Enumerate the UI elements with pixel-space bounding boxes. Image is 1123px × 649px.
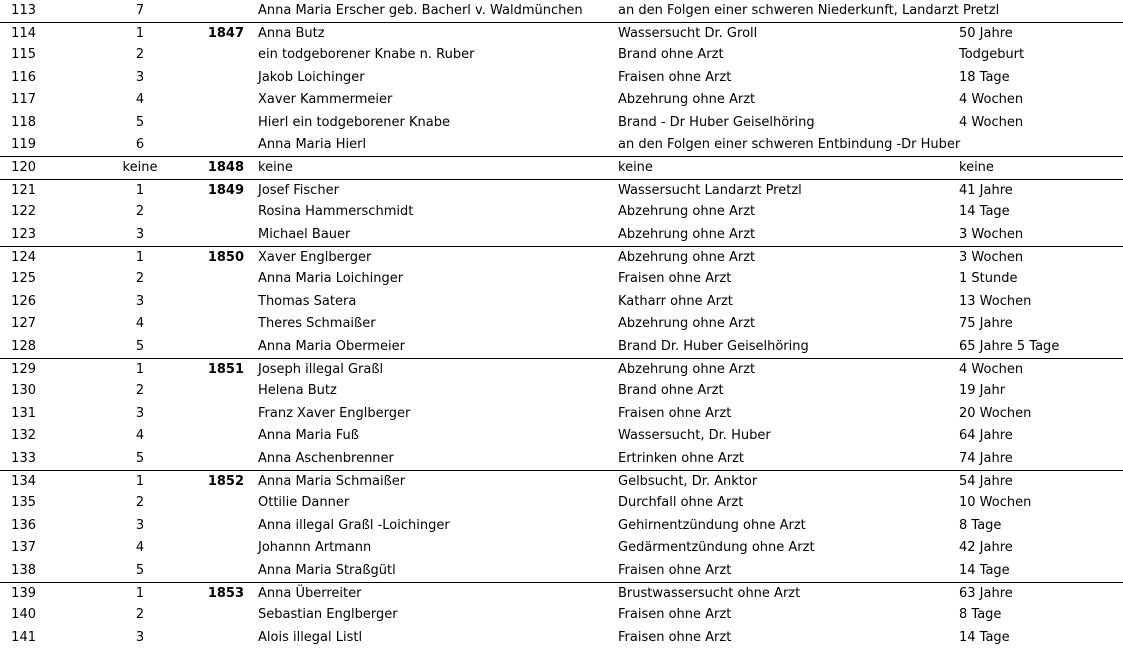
entry-number: 139 [11,586,36,601]
entry-number: 128 [11,338,36,354]
cause-of-death: Abzehrung ohne Arzt [618,92,756,108]
table-row [0,604,1123,626]
table-row [0,22,1123,45]
entry-number: 132 [11,428,36,444]
table-row [0,492,1123,514]
cause-of-death: Brand - Dr Huber Geiselhöring [618,114,815,130]
entry-number: 127 [11,316,36,332]
year-sequence: 5 [135,338,145,354]
year-sequence: 4 [135,316,145,332]
year-sequence: 1 [135,362,145,377]
table-row [0,582,1123,605]
entry-number: 123 [11,226,36,242]
entry-number: 130 [11,383,36,399]
table-row [0,179,1123,202]
cause-of-death: Abzehrung ohne Arzt [618,204,756,220]
age-at-death: 75 Jahre [959,316,1013,332]
deceased-name: Alois illegal Listl [258,629,363,645]
entry-number: 115 [11,47,36,63]
age-at-death: 14 Tage [959,562,1010,578]
deceased-name: Rosina Hammerschmidt [258,204,414,220]
deceased-name: Xaver Kammermeier [258,92,393,108]
age-at-death: 63 Jahre [959,586,1013,601]
cause-of-death: an den Folgen einer schweren Entbindung -Dr Huber [618,137,961,152]
table-row [0,89,1123,111]
age-at-death: 50 Jahre [959,26,1013,41]
entry-number: 114 [11,26,36,41]
table-row [0,627,1123,649]
year-sequence: 4 [135,92,145,108]
entry-number: 135 [11,495,36,511]
age-at-death: 4 Wochen [959,92,1024,108]
year-sequence: 1 [135,586,145,601]
age-at-death: 64 Jahre [959,428,1013,444]
table-row [0,268,1123,290]
cause-of-death: Ertrinken ohne Arzt [618,450,745,466]
deceased-name: Anna Maria Obermeier [258,338,405,354]
year-sequence: 3 [135,405,145,421]
age-at-death: 13 Wochen [959,293,1032,309]
deceased-name: Anna Maria Fuß [258,428,359,444]
year-sequence: 1 [135,182,145,198]
year-sequence: 2 [135,607,145,623]
table-row [0,515,1123,537]
deceased-name: Anna Maria Hierl [258,137,367,152]
age-at-death: 74 Jahre [959,450,1013,466]
cause-of-death: Abzehrung ohne Arzt [618,250,756,265]
year-sequence: 5 [135,450,145,466]
table-row [0,44,1123,66]
cause-of-death: Durchfall ohne Arzt [618,495,744,511]
age-at-death: 4 Wochen [959,362,1024,377]
year-sequence: 6 [135,137,145,152]
cause-of-death: Wassersucht, Dr. Huber [618,428,771,444]
table-row [0,380,1123,402]
year: 1850 [207,250,244,265]
year: 1849 [207,182,244,198]
deceased-name: Joseph illegal Graßl [258,362,384,377]
cause-of-death: Abzehrung ohne Arzt [618,362,756,377]
year-sequence: 1 [135,26,145,41]
year-sequence: 2 [135,204,145,220]
deceased-name: Josef Fischer [258,182,339,198]
entry-number: 133 [11,450,36,466]
year-sequence: 5 [135,114,145,130]
entry-number: 126 [11,293,36,309]
year-sequence: 2 [135,47,145,63]
table-row [0,537,1123,559]
cause-of-death: Gelbsucht, Dr. Anktor [618,474,758,489]
entry-number: 129 [11,362,36,377]
age-at-death: 42 Jahre [959,540,1013,556]
year-sequence: 1 [135,250,145,265]
age-at-death: 14 Tage [959,204,1010,220]
deceased-name: Jakob Loichinger [258,69,365,85]
year: 1852 [207,474,244,489]
cause-of-death: Fraisen ohne Arzt [618,69,732,85]
deceased-name: Johannn Artmann [258,540,372,556]
entry-number: 122 [11,204,36,220]
year: 1851 [207,362,244,377]
age-at-death: 54 Jahre [959,474,1013,489]
year-sequence: 4 [135,428,145,444]
age-at-death: 10 Wochen [959,495,1032,511]
cause-of-death: Gedärmentzündung ohne Arzt [618,540,815,556]
table-row [0,560,1123,582]
deceased-name: Hierl ein todgeborener Knabe [258,114,450,130]
table-row [0,0,1123,22]
table-row [0,403,1123,425]
cause-of-death: Fraisen ohne Arzt [618,271,732,287]
deceased-name: keine [258,160,293,176]
year-sequence: 2 [135,495,145,511]
cause-of-death: Brand ohne Arzt [618,47,724,63]
entry-number: 120 [11,160,36,176]
year-sequence: 4 [135,540,145,556]
age-at-death: 3 Wochen [959,226,1024,242]
entry-number: 134 [11,474,36,489]
table-row [0,448,1123,470]
cause-of-death: Wassersucht Dr. Groll [618,26,758,41]
year-sequence: 7 [135,3,145,18]
deceased-name: ein todgeborener Knabe n. Ruber [258,47,475,63]
deceased-name: Anna Überreiter [258,586,362,601]
age-at-death: 8 Tage [959,517,1002,533]
year-sequence: 2 [135,383,145,399]
deceased-name: Anna illegal Graßl -Loichinger [258,517,450,533]
age-at-death: keine [959,160,994,176]
year-sequence: 3 [135,226,145,242]
deceased-name: Xaver Englberger [258,250,372,265]
table-row [0,134,1123,156]
entry-number: 117 [11,92,36,108]
cause-of-death: Fraisen ohne Arzt [618,607,732,623]
cause-of-death: Brustwassersucht ohne Arzt [618,586,801,601]
entry-number: 121 [11,182,36,198]
deceased-name: Thomas Satera [258,293,357,309]
deceased-name: Helena Butz [258,383,337,399]
cause-of-death: Fraisen ohne Arzt [618,629,732,645]
age-at-death: 41 Jahre [959,182,1013,198]
entry-number: 113 [11,3,36,18]
entry-number: 118 [11,114,36,130]
cause-of-death: Fraisen ohne Arzt [618,562,732,578]
cause-of-death: Gehirnentzündung ohne Arzt [618,517,806,533]
cause-of-death: Wassersucht Landarzt Pretzl [618,182,802,198]
entry-number: 116 [11,69,36,85]
year-sequence: 3 [135,293,145,309]
table-row [0,201,1123,223]
year-sequence: 3 [135,69,145,85]
age-at-death: 8 Tage [959,607,1002,623]
table-row [0,291,1123,313]
deceased-name: Anna Maria Straßgütl [258,562,396,578]
entry-number: 141 [11,629,36,645]
age-at-death: 1 Stunde [959,271,1018,287]
table-row [0,156,1123,179]
year-sequence: 2 [135,271,145,287]
cause-of-death: Brand ohne Arzt [618,383,724,399]
entry-number: 140 [11,607,36,623]
deceased-name: Anna Maria Erscher geb. Bacherl v. Waldmünchen [258,3,583,18]
deceased-name: Anna Maria Schmaißer [258,474,406,489]
table-row [0,470,1123,493]
age-at-death: 19 Jahr [959,383,1006,399]
deceased-name: Ottilie Danner [258,495,350,511]
age-at-death: Todgeburt [959,47,1025,63]
age-at-death: 18 Tage [959,69,1010,85]
year: 1848 [207,160,244,176]
year: 1847 [207,26,244,41]
table-row [0,358,1123,381]
year-sequence: 5 [135,562,145,578]
cause-of-death: Brand Dr. Huber Geiselhöring [618,338,809,354]
table-row [0,246,1123,269]
entry-number: 125 [11,271,36,287]
age-at-death: 20 Wochen [959,405,1032,421]
entry-number: 119 [11,137,36,152]
year-sequence: 3 [135,629,145,645]
table-row [0,313,1123,335]
table-row [0,224,1123,246]
age-at-death: 65 Jahre 5 Tage [959,338,1060,354]
deceased-name: Franz Xaver Englberger [258,405,411,421]
cause-of-death: Abzehrung ohne Arzt [618,226,756,242]
entry-number: 138 [11,562,36,578]
cause-of-death: an den Folgen einer schweren Niederkunft, Landarzt Pretzl [618,3,1000,18]
entry-number: 137 [11,540,36,556]
deceased-name: Anna Butz [258,26,325,41]
cause-of-death: Katharr ohne Arzt [618,293,733,309]
entry-number: 124 [11,250,36,265]
table-row [0,336,1123,358]
age-at-death: 3 Wochen [959,250,1024,265]
deceased-name: Sebastian Englberger [258,607,398,623]
year-sequence: keine [122,160,158,176]
table-row [0,425,1123,447]
cause-of-death: Fraisen ohne Arzt [618,405,732,421]
deceased-name: Anna Aschenbrenner [258,450,394,466]
cause-of-death: keine [618,160,653,176]
age-at-death: 4 Wochen [959,114,1024,130]
entry-number: 136 [11,517,36,533]
year-sequence: 1 [135,474,145,489]
deceased-name: Anna Maria Loichinger [258,271,404,287]
age-at-death: 14 Tage [959,629,1010,645]
year-sequence: 3 [135,517,145,533]
deceased-name: Michael Bauer [258,226,351,242]
table-row [0,112,1123,134]
year: 1853 [207,586,244,601]
entry-number: 131 [11,405,36,421]
table-row [0,67,1123,89]
deceased-name: Theres Schmaißer [258,316,376,332]
cause-of-death: Abzehrung ohne Arzt [618,316,756,332]
